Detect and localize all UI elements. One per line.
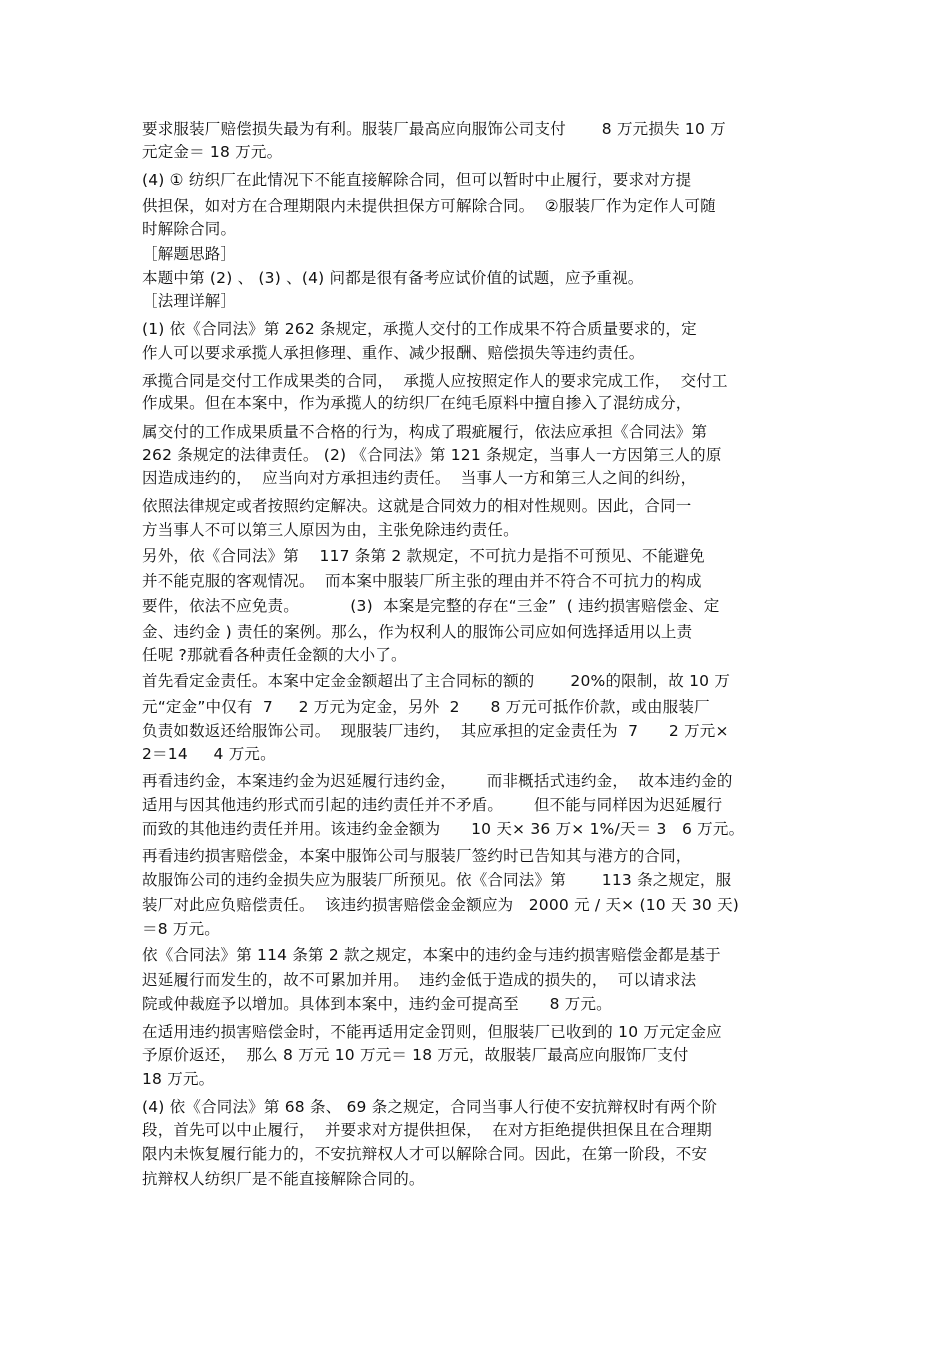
text-line: 予原价返还， 那么 8 万元 10 万元＝ 18 万元，故服装厂最高应向服饰厂支付 [142,1046,689,1064]
text-line: 2＝14 4 万元。 [142,745,276,763]
text-line: 再看违约损害赔偿金，本案中服饰公司与服装厂签约时已告知其与港方的合同， [142,847,692,865]
text-line: 并不能克服的客观情况。 而本案中服装厂所主张的理由并不符合不可抗力的构成 [142,572,702,590]
text-line: 金、违约金 ) 责任的案例。那么，作为权利人的服饰公司应如何选择适用以上责 [142,623,693,641]
text-line: 18 万元。 [142,1070,215,1088]
text-line: 任呢 ?那就看各种责任金额的大小了。 [142,646,407,664]
text-line: 供担保，如对方在合理期限内未提供担保方可解除合同。 ②服装厂作为定作人可随 [142,197,716,215]
section-heading: ［解题思路］ [142,245,237,263]
text-line: 方当事人不可以第三人原因为由，主张免除违约责任。 [142,521,519,539]
text-line: 适用与因其他违约形式而引起的违约责任并不矛盾。 但不能与同样因为迟延履行 [142,796,723,814]
text-line: 本题中第 (2) 、 (3) 、(4) 问都是很有备考应试价值的试题，应予重视。 [142,269,644,287]
text-line: 再看违约金，本案违约金为迟延履行违约金， 而非概括式违约金， 故本违约金的 [142,772,733,790]
text-line: 首先看定金责任。本案中定金金额超出了主合同标的额的 20%的限制，故 10 万 [142,672,731,690]
text-line: 负责如数返还给服饰公司。 现服装厂违约， 其应承担的定金责任为 7 2 万元× [142,722,729,740]
text-line: 要件，依法不应免责。 (3) 本案是完整的存在“三金” ( 违约损害赔偿金、定 [142,597,720,615]
text-line: 另外，依《合同法》第 117 条第 2 款规定，不可抗力是指不可预见、不能避免 [142,547,705,565]
text-line: 装厂对此应负赔偿责任。 该违约损害赔偿金金额应为 2000 元 / 天× (10 天 30 天) [142,896,740,914]
text-line: (4) 依《合同法》第 68 条、 69 条之规定，合同当事人行使不安抗辩权时有两个阶 [142,1098,718,1116]
text-line: 要求服装厂赔偿损失最为有利。服装厂最高应向服饰公司支付 8 万元损失 10 万 [142,120,726,138]
text-line: 限内未恢复履行能力的，不安抗辩权人才可以解除合同。因此，在第一阶段，不安 [142,1145,708,1163]
text-line: 依《合同法》第 114 条第 2 款之规定，本案中的违约金与违约损害赔偿金都是基于 [142,946,721,964]
text-line: 承揽合同是交付工作成果类的合同， 承揽人应按照定作人的要求完成工作， 交付工 [142,372,728,390]
text-line: 属交付的工作成果质量不合格的行为，构成了瑕疵履行，依法应承担《合同法》第 [142,423,708,441]
text-line: ＝8 万元。 [142,920,220,938]
text-line: 迟延履行而发生的，故不可累加并用。 违约金低于造成的损失的， 可以请求法 [142,971,697,989]
text-line: 而致的其他违约责任并用。该违约金金额为 10 天× 36 万× 1%/天＝ 3 6 万元。 [142,820,745,838]
text-line: 作人可以要求承揽人承担修理、重作、减少报酬、赔偿损失等违约责任。 [142,344,645,362]
text-line: 作成果。但在本案中，作为承揽人的纺织厂在纯毛原料中擅自掺入了混纺成分， [142,394,692,412]
section-heading: ［法理详解］ [142,292,237,310]
text-line: 院或仲裁庭予以增加。具体到本案中，违约金可提高至 8 万元。 [142,995,612,1013]
text-line: 故服饰公司的违约金损失应为服装厂所预见。依《合同法》第 113 条之规定，服 [142,871,732,889]
text-line: 抗辩权人纺织厂是不能直接解除合同的。 [142,1170,425,1188]
text-line: (1) 依《合同法》第 262 条规定，承揽人交付的工作成果不符合质量要求的，定 [142,320,697,338]
text-line: 元定金＝ 18 万元。 [142,143,283,161]
text-line: 时解除合同。 [142,220,237,238]
text-line: 依照法律规定或者按照约定解决。这就是合同效力的相对性规则。因此，合同一 [142,497,692,515]
text-line: 在适用违约损害赔偿金时，不能再适用定金罚则，但服装厂已收到的 10 万元定金应 [142,1023,722,1041]
text-line: 段，首先可以中止履行， 并要求对方提供担保， 在对方拒绝提供担保且在合理期 [142,1121,713,1139]
text-line: 因造成违约的， 应当向对方承担违约责任。 当事人一方和第三人之间的纠纷， [142,469,697,487]
text-line: 262 条规定的法律责任。 (2) 《合同法》第 121 条规定，当事人一方因第三人的原 [142,446,722,464]
text-line: 元“定金”中仅有 7 2 万元为定金，另外 2 8 万元可抵作价款，或由服装厂 [142,698,710,716]
text-line: (4) ① 纺织厂在此情况下不能直接解除合同，但可以暂时中止履行，要求对方提 [142,171,692,189]
